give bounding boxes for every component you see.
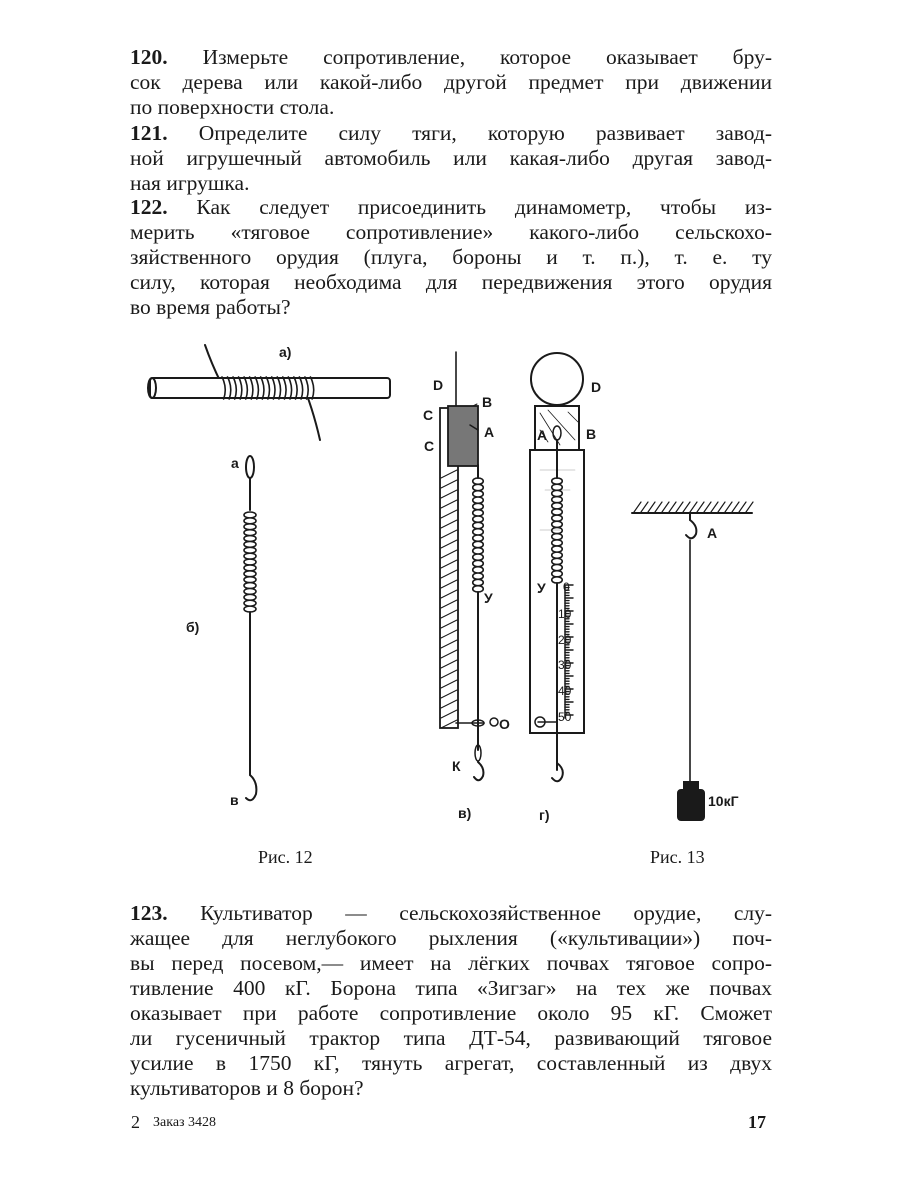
- text-line: вы перед посевом,— имеет на лёгких почвах тяговое сопро-: [130, 951, 772, 975]
- label-C-top: C: [423, 407, 434, 423]
- text-line: 121. Определите силу тяги, которую развивает завод-: [130, 121, 773, 145]
- text-line: ли гусеничный трактор типа ДТ-54, развивающий тяговое: [130, 1026, 772, 1050]
- problem-number: 120.: [130, 45, 168, 69]
- order-note: Заказ 3428: [153, 1115, 217, 1130]
- label-weight: 10кГ: [708, 793, 739, 809]
- problem-number: 123.: [130, 901, 168, 925]
- text-line: 120. Измерьте сопротивление, которое оказывает бру-: [130, 45, 772, 69]
- problem-number: 121.: [130, 121, 168, 145]
- page-number: 17: [748, 1112, 766, 1132]
- figure-a-rod: [148, 345, 390, 440]
- problem-120: [130, 45, 772, 120]
- label-g-paren: г): [539, 807, 550, 823]
- label-v-paren: в): [458, 805, 472, 821]
- text-line: тивление 400 кГ. Борона типа «Зигзаг» на тех же почвах: [130, 976, 772, 1000]
- label-A: A: [484, 424, 495, 440]
- figures-area: [0, 330, 900, 875]
- label-U: У: [484, 590, 493, 606]
- scale-tick-label: 0: [563, 580, 570, 594]
- problem-number: 122.: [130, 195, 168, 219]
- text-line: мерить «тяговое сопротивление» какого-либо сельскохо-: [130, 220, 772, 244]
- text-line: 123. Культиватор — сельскохозяйственное орудие, слу-: [130, 901, 773, 925]
- label-B: B: [482, 394, 493, 410]
- figure-v-dynamometer: [440, 352, 498, 780]
- text-line: ная игрушка.: [130, 171, 250, 195]
- scale-tick-label: 10: [558, 607, 572, 621]
- text-line: 122. Как следует присоединить динамометр, чтобы из-: [130, 195, 773, 219]
- label-a: а: [231, 455, 239, 471]
- label-v: в: [230, 792, 239, 808]
- problem-123: [130, 901, 772, 1101]
- signature-mark: 2: [131, 1112, 140, 1132]
- text-line: зяйственного орудия (плуга, бороны и т. п.), т. е. ту: [130, 245, 772, 269]
- text-line: по поверхности стола.: [130, 95, 335, 119]
- scale-tick-label: 30: [558, 658, 572, 672]
- figure-13-weight: [632, 502, 753, 820]
- label-C-bottom: C: [424, 438, 435, 454]
- text-line: оказывает при работе сопротивление около 95 кГ. Сможет: [130, 1001, 772, 1025]
- label-D: D: [433, 377, 444, 393]
- label-b-paren: б): [186, 619, 200, 635]
- label-A-fig13: А: [707, 525, 718, 541]
- text-line: ной игрушечный автомобиль или какая-либо другая завод-: [130, 146, 772, 170]
- label-a-paren: а): [279, 344, 292, 360]
- label-A-scale: A: [537, 427, 548, 443]
- caption-fig-12: Рис. 12: [258, 847, 313, 867]
- label-B-scale: B: [586, 426, 597, 442]
- text-line: жащее для неглубокого рыхления («культивации») поч-: [130, 926, 772, 950]
- text-line: во время работы?: [130, 295, 291, 319]
- problem-122: [130, 195, 772, 320]
- figure-g-spring-scale: [530, 353, 584, 781]
- label-U-scale: У: [537, 580, 546, 596]
- label-O: О: [499, 716, 510, 732]
- scale-tick-label: 20: [558, 633, 572, 647]
- figure-b-spring: [244, 456, 256, 800]
- text-line: культиваторов и 8 борон?: [130, 1076, 364, 1100]
- text-line: сок дерева или какой-либо другой предмет при движении: [130, 70, 772, 94]
- scale-tick-label: 50: [558, 710, 572, 724]
- text-line: силу, которая необходима для передвижения этого орудия: [130, 270, 772, 294]
- problem-121: [130, 121, 772, 196]
- scale-tick-label: 40: [558, 684, 572, 698]
- label-D-scale: D: [591, 379, 602, 395]
- text-line: усилие в 1750 кГ, тянуть агрегат, составленный из двух: [130, 1051, 772, 1075]
- caption-fig-13: Рис. 13: [650, 847, 705, 867]
- label-K: К: [452, 758, 461, 774]
